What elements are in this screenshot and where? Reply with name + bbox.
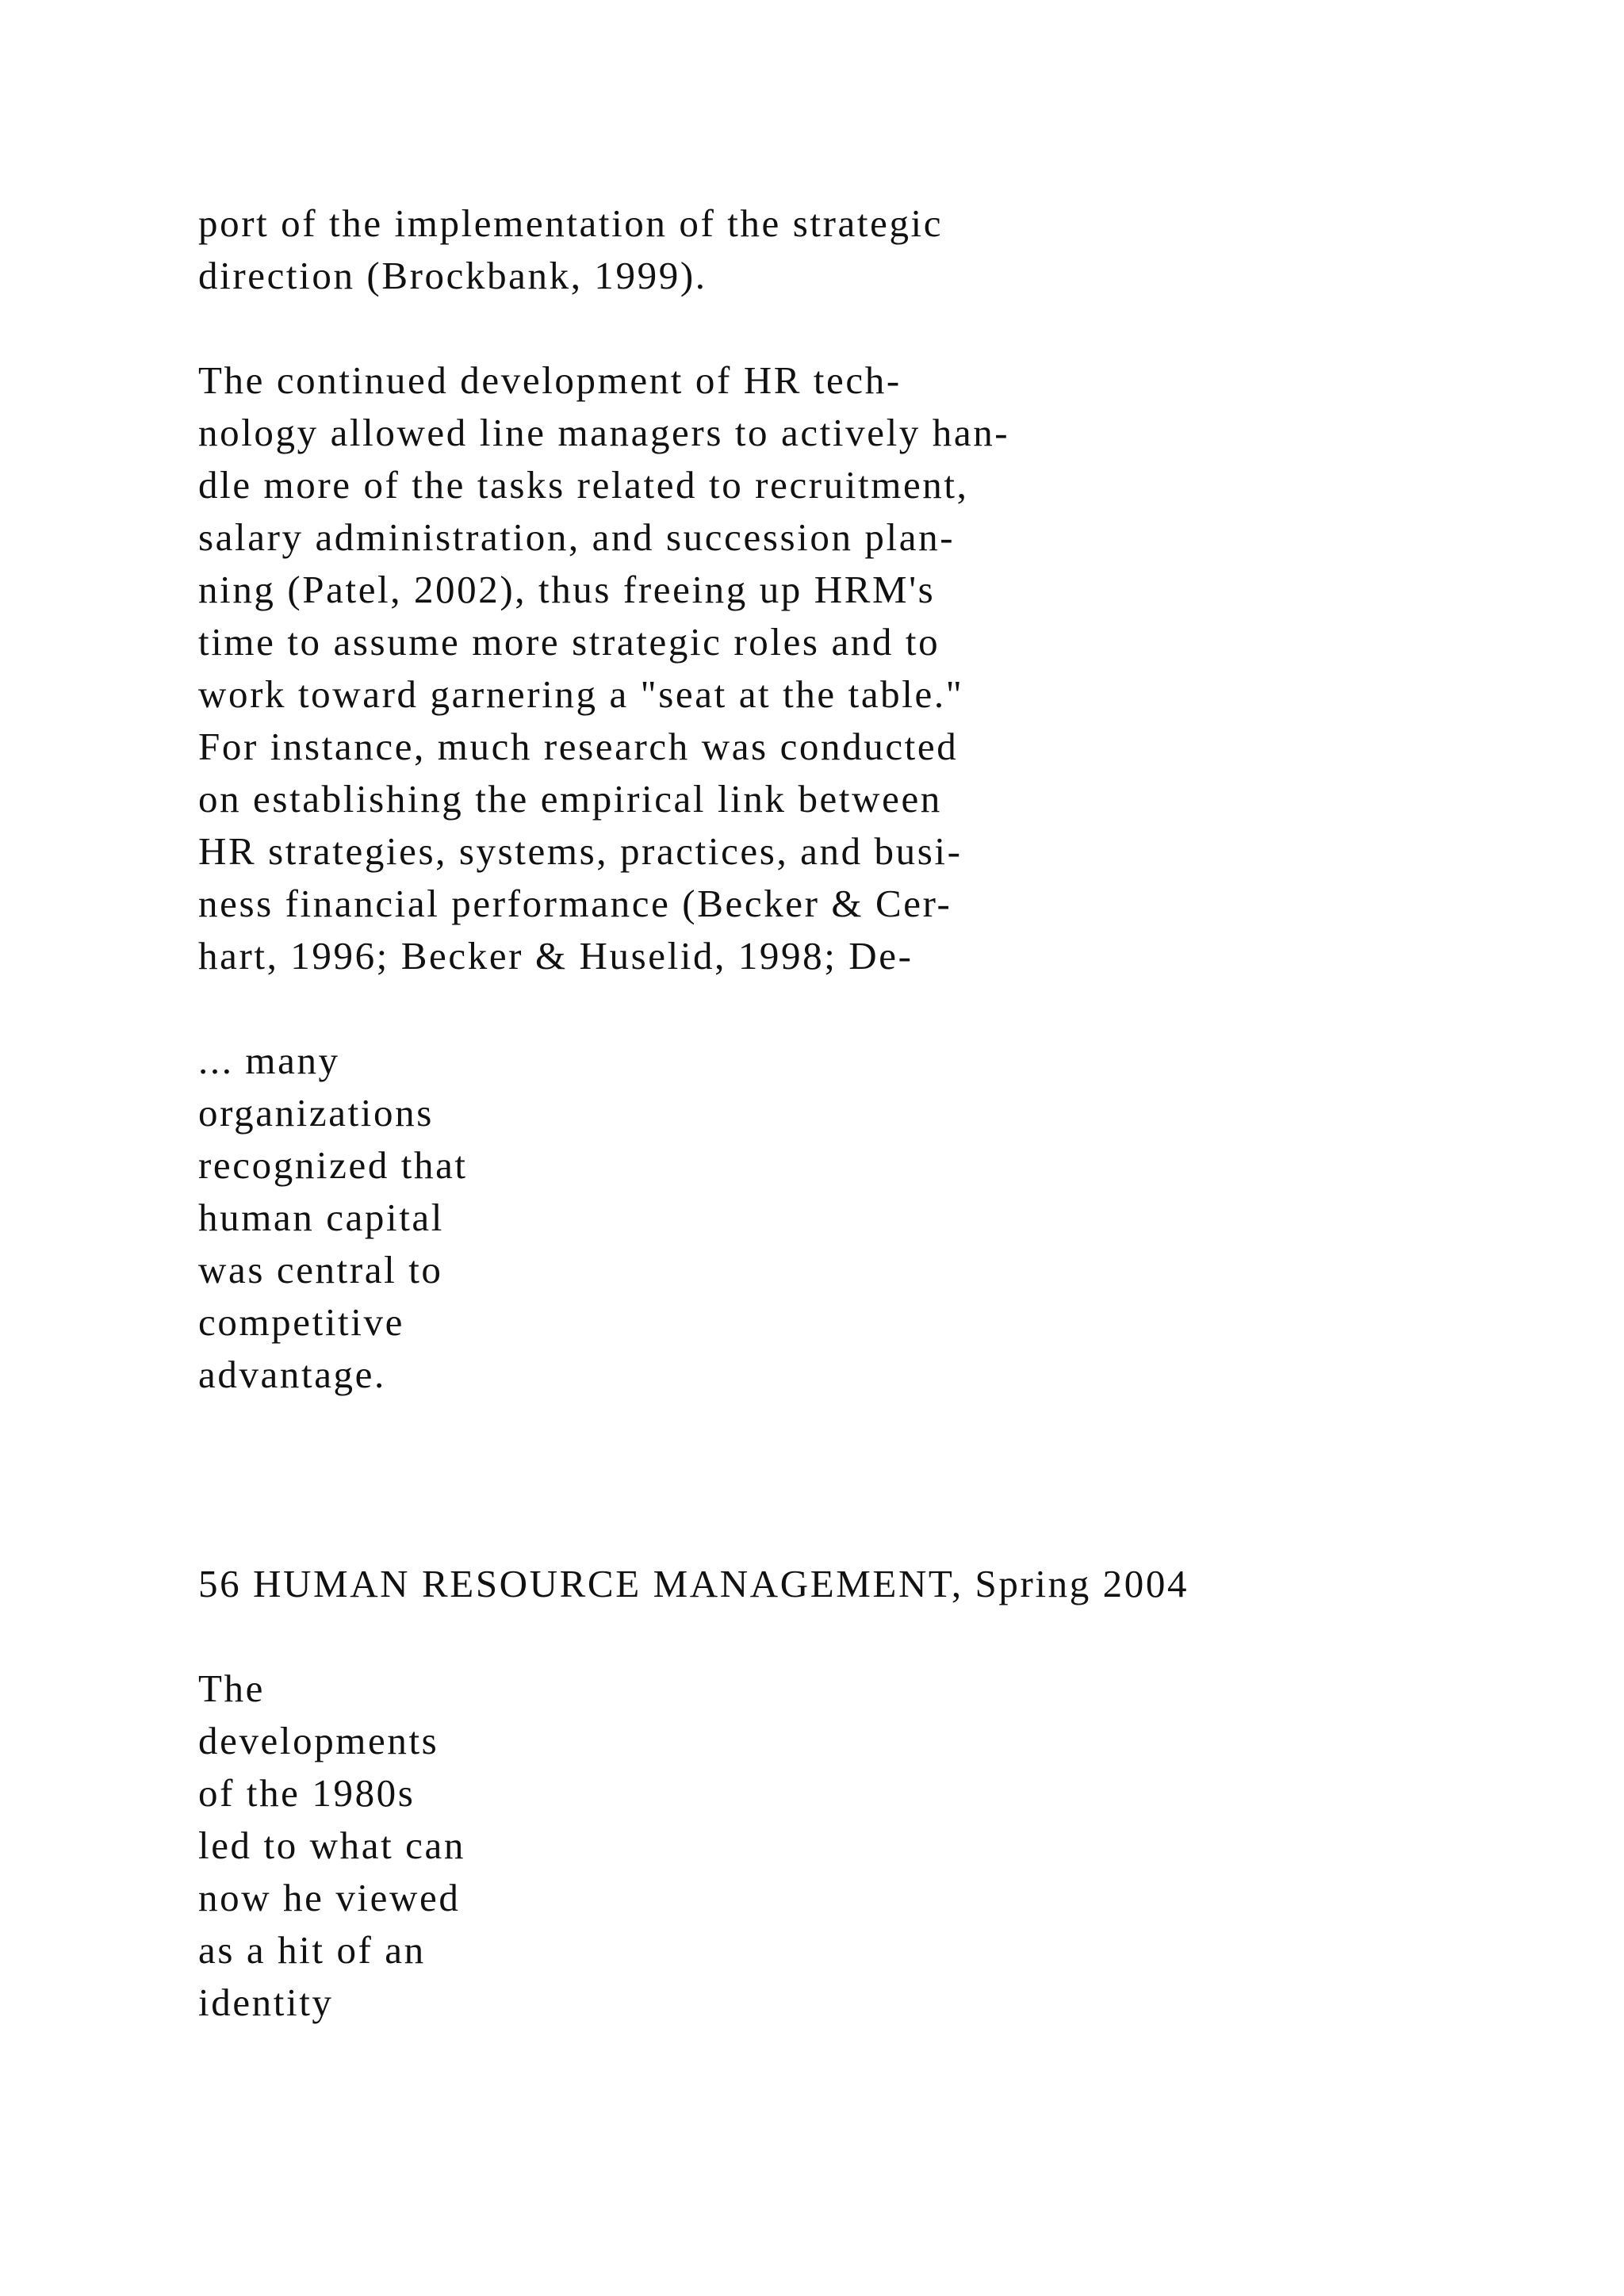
pullquote-line: recognized that	[198, 1143, 468, 1187]
pullquote-line: organizations	[198, 1091, 434, 1135]
paragraph-line: salary administration, and succession plan-	[198, 515, 956, 559]
paragraph-line: For instance, much research was conducted	[198, 725, 959, 768]
paragraph-line: port of the implementation of the strategic	[198, 201, 944, 245]
paragraph-line: time to assume more strategic roles and to	[198, 620, 940, 664]
paragraph-line: The continued development of HR tech-	[198, 358, 902, 402]
pullquote-line: developments	[198, 1719, 439, 1762]
pullquote-line: The	[198, 1667, 265, 1710]
pullquote-line: advantage.	[198, 1353, 386, 1396]
pullquote-line: was central to	[198, 1248, 443, 1292]
paragraph-line: nology allowed line managers to actively han-	[198, 411, 1010, 454]
paragraph-line: hart, 1996; Becker & Huselid, 1998; De-	[198, 934, 914, 978]
pullquote-line: now he viewed	[198, 1876, 461, 1919]
paragraph-line: ning (Patel, 2002), thus freeing up HRM's	[198, 568, 936, 611]
pullquote-line: human capital	[198, 1196, 444, 1239]
paragraph-line: on establishing the empirical link between	[198, 777, 942, 821]
paragraph-line: work toward garnering a "seat at the table."	[198, 672, 964, 716]
pullquote-line: of the 1980s	[198, 1771, 416, 1815]
pullquote-line: identity	[198, 1980, 334, 2024]
running-footer: 56 HUMAN RESOURCE MANAGEMENT, Spring 2004	[198, 1562, 1189, 1605]
paragraph-line: HR strategies, systems, practices, and busi-	[198, 829, 963, 873]
pullquote-line: ... many	[198, 1039, 340, 1082]
paragraph-line: direction (Brockbank, 1999).	[198, 254, 707, 297]
pullquote-line: competitive	[198, 1300, 404, 1344]
paragraph-line: dle more of the tasks related to recruitment,	[198, 463, 969, 507]
pullquote-line: led to what can	[198, 1823, 465, 1867]
pullquote-line: as a hit of an	[198, 1928, 426, 1972]
paragraph-line: ness financial performance (Becker & Cer-	[198, 882, 952, 925]
